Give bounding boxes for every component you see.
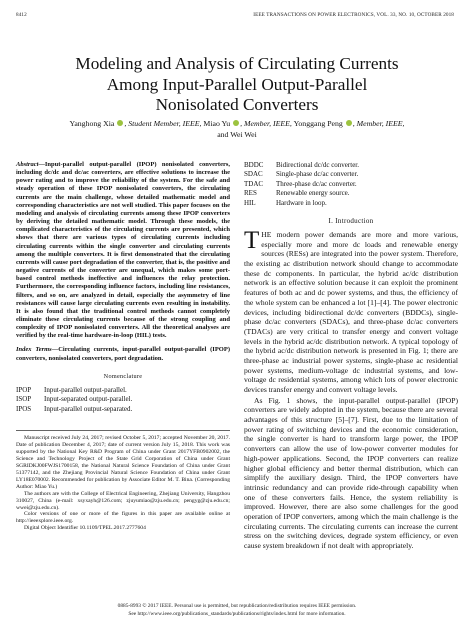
nomenclature-item	[244, 170, 458, 179]
nomenclature-desc: Bidirectional dc/dc converter.	[276, 161, 359, 169]
nomenclature-abbr: RES	[244, 189, 257, 198]
abstract	[16, 161, 230, 340]
nomenclature-desc: Three-phase dc/ac converter.	[276, 179, 357, 188]
right-column	[244, 161, 458, 551]
journal-header: IEEE TRANSACTIONS ON POWER ELECTRONICS, VOL. 33, NO. 10, OCTOBER 2018	[253, 12, 454, 18]
abstract-text: Input-parallel output-parallel (IPOP) nonisolated converters, including dc/dc and dc/ac converters, are effective solutions to increase the power rating and to improve the reliability of the system. For the safe and steady operation of these IPOP nonisolated converters, the circulating currents are the main challenge, whose detailed mathematic model and corresponding characteristics are not well studied. This paper focuses on the modeling and analysis of circulating currents among these IPOP converters by deriving the detailed mathematic model. Through these models, the complicated characteristics of the circulating currents are presented, which shows that there are various types of circulating currents including circulating currents within the single converter and circulating currents among the multiple converters. It is first demonstrated that the circulating currents will cause port degradation of the converter, that is, the positive and negative currents of the converter are unequal, which makes some port-based control methods ineffective and influences the relay protection. Furthermore, the corresponding influence factors, including line resistances, filters, and so on, are analyzed in detail, especially the asymmetry of line resistances will cause large circulating currents even resulting in instability. It is also found that the traditional control methods cannot completely eliminate these circulating currents because of the strong coupling and complexity of IPOP nonisolated converters. All the theoretical analyses are verified by the real-time hardware-in-loop (HIL) tests.	[16, 161, 230, 340]
author-name: Yonggang Peng	[293, 119, 343, 128]
index-terms	[16, 346, 230, 362]
page-number: 8412	[16, 12, 27, 18]
nomenclature-item	[244, 199, 458, 208]
footnote-doi: Digital Object Identifier 10.1109/TPEL.2017.2777604	[24, 525, 146, 532]
title-line-3: Nonisolated Converters	[155, 95, 319, 114]
nomenclature-abbr: IPOS	[16, 404, 32, 413]
nomenclature-desc: Renewable energy source.	[276, 189, 350, 198]
nomenclature-abbr: BDDC	[244, 161, 264, 169]
author-name: Miao Yu	[203, 119, 231, 128]
intro-paragraph-2: As Fig. 1 shows, the input-parallel output-parallel (IPOP) converters are widely adopted in the system, because there are several advantages of this structure [5]–[7]. First, due to the limitation of power rating of switching devices and the economic consideration, the single converter is hard to transform large power, the IPOP converters can allow the use of low-power converter modules for high-power applications. Second, the IPOP converters can realize higher global efficiency and better thermal distribution, which can simplify the auxiliary design. Third, the IPOP converters have intrinsic redundancy and can provide ride-through capability when one of these converters fails. Hence, the system reliability is improved. However, there are also some challenges for the good operation of IPOP converters, among which the main challenge is the circulating currents. The circulating currents can increase the current stress on the switching devices, degrade system efficiency, or even cause system breakdown if not dealt with appropriately.	[244, 395, 458, 551]
nomenclature-item	[16, 395, 230, 404]
nomenclature-item	[244, 189, 458, 198]
nomenclature-list-left	[16, 386, 230, 414]
nomenclature-desc: Hardware in loop.	[276, 198, 327, 207]
nomenclature-desc: Input-separated output-parallel.	[44, 395, 133, 404]
paper-title	[30, 54, 444, 116]
footnote-divider	[16, 430, 230, 431]
abstract-label: Abstract—	[16, 161, 45, 168]
author-role: , Member, IEEE,	[240, 119, 292, 128]
nomenclature-list-right	[244, 161, 458, 208]
nomenclature-item	[16, 405, 230, 414]
intro-paragraph-1	[244, 227, 458, 395]
author-list	[30, 118, 444, 140]
drop-cap: T	[244, 227, 260, 255]
author-name: and Wei Wei	[217, 130, 257, 139]
section-heading-introduction: I. Introduction	[328, 217, 374, 226]
nomenclature-item	[244, 161, 458, 170]
title-line-1: Modeling and Analysis of Circulating Currents	[75, 54, 399, 73]
footnote-manuscript: Manuscript received July 24, 2017; revised October 5, 2017; accepted November 20, 2017. Date of publication December 4, 2017; date of current version July 15, 2018. This work was supported by the National Key R&D Program of China under Grant 2017YFB0902002, the Science and Technology Project of the State Grid Corporation of China under Grant SGRIDKJ00FWJS1700158, the National Natural Science Foundation of China under Grant 51377142, and the Zhejiang Provincial Natural Science Foundation of China under Grant LY18E070002. Recommended for publication by Associate Editor M. T. Bina. (Corresponding Author: Miao Yu.)	[16, 434, 230, 490]
author-role: , Member, IEEE,	[352, 119, 405, 128]
nomenclature-abbr: SDAC	[244, 170, 263, 179]
orcid-icon[interactable]	[117, 120, 123, 126]
nomenclature-abbr: IPOP	[16, 385, 32, 394]
author-name: Yanghong Xia	[69, 119, 115, 128]
nomenclature-desc: Single-phase dc/ac converter.	[276, 170, 359, 179]
copyright-footer	[30, 603, 444, 618]
nomenclature-desc: Input-parallel output-parallel.	[44, 385, 127, 394]
nomenclature-item	[16, 386, 230, 395]
orcid-icon[interactable]	[233, 120, 239, 126]
index-terms-label: Index Terms—	[16, 346, 59, 354]
footnote-color: Color versions of one or more of the figures in this paper are available online at http://ieeexplore.ieee.org.	[16, 511, 230, 525]
nomenclature-abbr: HIL	[244, 198, 256, 207]
nomenclature-heading	[16, 373, 230, 380]
title-line-2: Among Input-Parallel Output-Parallel	[106, 74, 368, 94]
nomenclature-desc: Input-parallel output-separated.	[44, 404, 133, 413]
nomenclature-heading-text: Nomenclature	[103, 372, 143, 380]
nomenclature-abbr: ISOP	[16, 395, 32, 404]
footnote-affiliation: The authors are with the College of Electrical Engineering, Zhejiang University, Hangzhou 310027, China (e-mail: xsyxayh@126.com; zjuyumiao@zju.edu.cn; pengyg@zju.edu.cn; wwei@zju.edu.cn).	[16, 490, 230, 511]
nomenclature-abbr: TDAC	[244, 179, 264, 188]
nomenclature-item	[244, 180, 458, 189]
author-role: , Student Member, IEEE,	[124, 119, 202, 128]
index-terms-text: Circulating currents, input-parallel output-parallel (IPOP) converters, nonisolated converters, port degradation.	[16, 346, 231, 362]
intro-paragraph-1-text: HE modern power demands are more and more various, especially more and more dc loads and renewable energy sources (RESs) are integrated into the power system. Therefore, the existing ac distribution network should change to accommodate these dc components. In particular, the hybrid ac/dc distribution network is an effective solution because it can exploit the prominent features of both ac and dc power systems, and thus, the efficiency of the whole system can be enhanced a lot [1]–[4]. The power electronic devices, including bidirectional dc/dc converters (BDDCs), single-phase dc/ac converters (SDACs), and three-phase dc/ac converters (TDACs) are very critical to transfer energy and convert voltage levels in the hybrid ac/dc distribution network. A typical topology of the hybrid ac/dc distribution network is presented in Fig. 1; there are three-phase ac industrial power systems, single-phase ac residential power systems, medium-voltage dc industrial systems, and low-voltage dc residential systems, among which lots of power electronic devices transfer energy and convert voltage levels.	[244, 230, 458, 395]
orcid-icon[interactable]	[346, 120, 352, 126]
left-column	[16, 161, 230, 532]
footer-line-2[interactable]: See http://www.ieee.org/publications_standards/publications/rights/index.html for more information.	[128, 610, 346, 617]
footer-line-1: 0885-8993 © 2017 IEEE. Personal use is permitted, but republication/redistribution requires IEEE permission.	[117, 603, 357, 609]
